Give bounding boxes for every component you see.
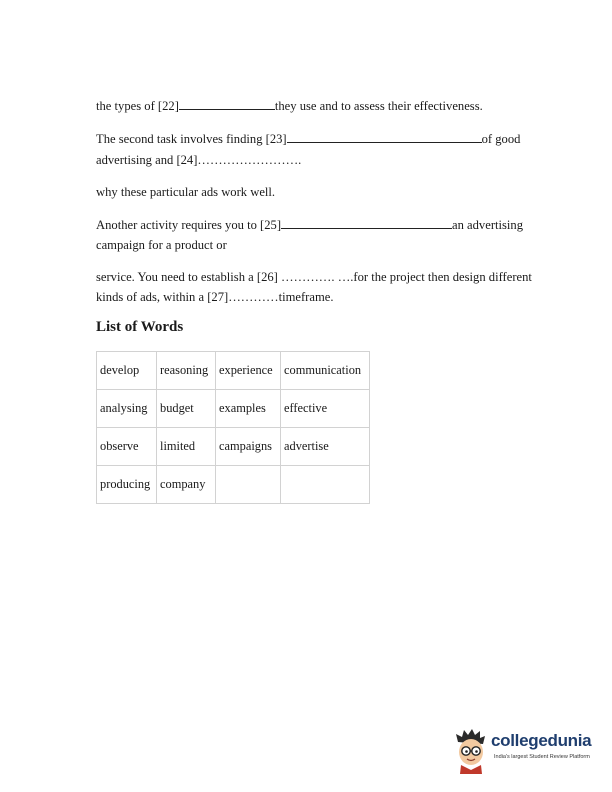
passage-line-ads xyxy=(96,182,275,202)
brand-name: collegedunia xyxy=(491,731,592,750)
table-cell: budget xyxy=(157,390,216,428)
table-cell: advertise xyxy=(281,428,370,466)
word-list-table xyxy=(96,351,370,504)
passage-line-26 xyxy=(96,267,532,287)
table-cell: effective xyxy=(281,390,370,428)
table-cell: experience xyxy=(216,352,281,390)
passage-text: of good xyxy=(481,132,521,146)
collegedunia-logo xyxy=(452,728,600,776)
blank-23 xyxy=(287,135,482,143)
table-cell: analysing xyxy=(97,390,157,428)
brand-tagline: India's largest Student Review Platform xyxy=(494,754,590,760)
passage-text: they use and to assess their effectiveness. xyxy=(274,99,483,113)
student-mascot-icon xyxy=(452,728,490,774)
passage-line-27 xyxy=(96,287,334,307)
table-row xyxy=(97,352,370,390)
table-cell: communication xyxy=(281,352,370,390)
passage-text: the types of [22] xyxy=(96,99,179,113)
passage-text: why these particular ads work well. xyxy=(96,185,276,199)
table-cell: examples xyxy=(216,390,281,428)
table-row xyxy=(97,390,370,428)
passage-text: Another activity requires you to [25] xyxy=(96,218,282,232)
passage-text: advertising and [24]……………………. xyxy=(96,153,302,167)
passage-line-22 xyxy=(96,96,483,116)
passage-line-campaign xyxy=(96,235,227,255)
table-cell: limited xyxy=(157,428,216,466)
table-row xyxy=(97,466,370,504)
table-cell xyxy=(281,466,370,504)
passage-text: an advertising xyxy=(452,218,524,232)
table-cell: company xyxy=(157,466,216,504)
table-cell: reasoning xyxy=(157,352,216,390)
passage-line-25 xyxy=(96,215,523,235)
table-cell xyxy=(216,466,281,504)
table-cell: develop xyxy=(97,352,157,390)
table-cell: producing xyxy=(97,466,157,504)
passage-text: The second task involves finding [23] xyxy=(96,132,287,146)
blank-25 xyxy=(281,216,452,229)
passage-text: service. You need to establish a [26] …………. ….for the project then design different xyxy=(96,270,532,284)
passage-line-23 xyxy=(96,129,520,149)
passage-line-24 xyxy=(96,150,301,170)
passage-text: campaign for a product or xyxy=(96,238,227,252)
table-cell: campaigns xyxy=(216,428,281,466)
blank-22 xyxy=(179,97,275,110)
table-row xyxy=(97,428,370,466)
table-cell: observe xyxy=(97,428,157,466)
passage-text: kinds of ads, within a [27]…………timeframe. xyxy=(96,290,334,304)
word-list-title: List of Words xyxy=(96,319,184,335)
